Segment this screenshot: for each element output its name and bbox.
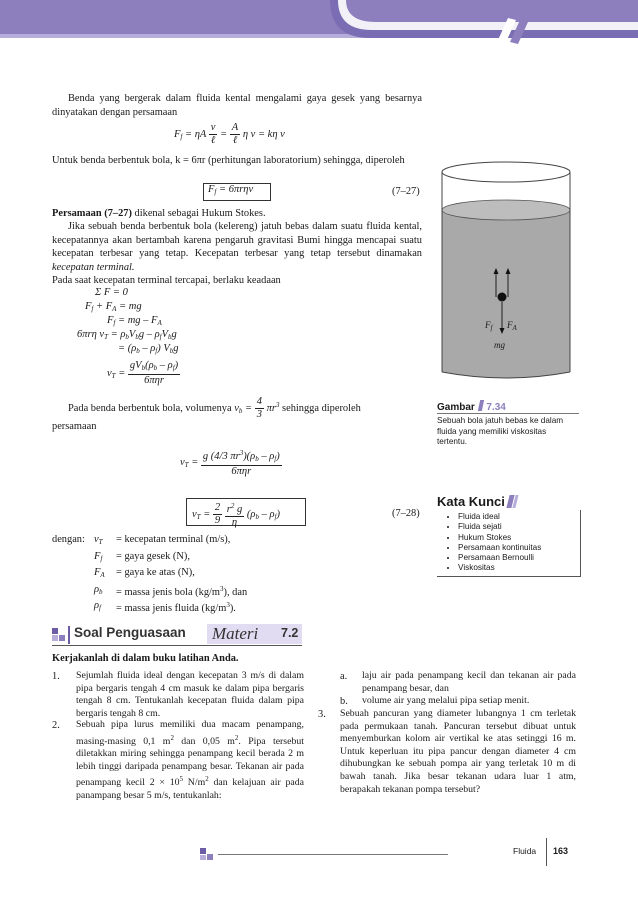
soal-header [52, 624, 302, 646]
kata-kunci-item: • Fluida sejati [458, 522, 541, 532]
variable-row [94, 550, 334, 567]
footer-divider [546, 838, 547, 866]
derivation-line-4: 6πrη $v_T = \rho_bV_bg - \rho_fV_bg$ [77, 329, 177, 341]
question-3-number: 3. [318, 709, 326, 720]
caption-title: Gambar [437, 402, 475, 413]
derivation-line-6: $v_T$ = $\frac{gV_b(\rho_b - \rho_f)}{\text{6πηr}}$ [107, 360, 179, 386]
terminal-velocity-paragraph [52, 220, 422, 274]
derivation-line-2: $F_f + F_A$ = mg [85, 301, 142, 313]
kata-kunci-item: • Hukum Stokes [458, 533, 541, 543]
variable-symbol: $F_A$ [94, 567, 105, 580]
question-2a-number: a. [340, 671, 348, 682]
kata-kunci-item: • Persamaan Bernoulli [458, 553, 541, 563]
cylinder-illustration [436, 152, 576, 382]
footer-decoration [200, 848, 450, 860]
caption-rule [437, 413, 579, 414]
label-weight: mg [494, 340, 505, 350]
terminal-velocity-equation-number: (7–28) [392, 508, 420, 519]
question-2a: laju air pada penampang kecil dan tekanan air pada penampang besar, dan [362, 670, 576, 694]
variable-list [94, 533, 334, 616]
soal-title-b: Materi [212, 624, 259, 643]
sphere-volume-symbol: $v_b$ = [234, 402, 253, 415]
soal-title-c: 7.2 [281, 626, 299, 640]
variable-symbol: $\rho_f$ [94, 600, 101, 613]
intro-paragraph-5: Pada saat kecepatan terminal tercapai, berlaku keadaan [52, 275, 281, 286]
variable-description: = massa jenis bola $(kg/m^3)$, dan [116, 584, 248, 598]
kata-kunci-item: • Fluida ideal [458, 512, 541, 522]
label-buoyant-force: $F_A$ [507, 320, 517, 332]
variable-symbol: $F_f$ [94, 550, 103, 563]
variable-symbol: $v_T$ [94, 534, 103, 546]
page-number: 163 [553, 846, 569, 856]
vt2-coef-den: 9 [214, 515, 221, 526]
variable-row [94, 599, 334, 616]
stokes-equation-number: (7–27) [392, 186, 420, 197]
sphere-frac-den: 3 [256, 409, 262, 420]
derivation-line-1: Σ F = 0 [95, 287, 128, 298]
ball [498, 293, 507, 302]
question-2b-number: b. [340, 696, 348, 707]
equation-reference: Persamaan (7–27) [52, 208, 132, 219]
kata-kunci-item: • Persamaan kontinuitas [458, 543, 541, 553]
kata-kunci-item: • Viskositas [458, 563, 541, 573]
variable-description: = massa jenis fluida $(kg/m^3)$. [116, 601, 236, 615]
variable-description: = gaya gesek (N), [116, 550, 190, 562]
question-1: Sejumlah fluida ideal dengan kecepatan 3 m/s di dalam pipa bergaris tengah 4 cm masuk ke dalam pipa bergaris tengah 8 cm. Tentukanlah kecepatan fluida dalam pipa bergaris tengah 8 cm. [76, 670, 304, 719]
sphere-text-a: Pada benda berbentuk bola, volumenya [68, 402, 232, 414]
figure-caption-text: Sebuah bola jatuh bebas ke dalam fluida yang memiliki viskositas tertentu. [437, 416, 564, 446]
intro-paragraph-1: Benda yang bergerak dalam fluida kental mengalami gaya gesek yang besarnya dinyatakan dengan persamaan [52, 93, 422, 118]
derivation-line-5: = $(\rho_b - \rho_f)$ $V_bg$ [118, 343, 179, 355]
stokes-equation: $F_f = 6\pi r\eta v$ [208, 184, 254, 196]
derivation-line-3: $F_f$ = mg – $F_A$ [107, 315, 162, 327]
variable-row [94, 583, 334, 600]
header-decoration [0, 0, 638, 56]
kata-kunci-title: Kata Kunci [437, 494, 517, 509]
soal-instruction: Kerjakanlah di dalam buku latihan Anda. [52, 653, 239, 664]
terminal-velocity-equation-1: $v_T$ = $\frac{g (4/3 \pi r^3)(\rho_b - \rho_f)}{\text{6πηr}}$ [180, 449, 280, 477]
question-3: Sebuah pancuran yang diameter lubangnya 1 cm terletak pada permukaan tanah. Pancuran tersebut dibuat untuk menyemburkan kolom air vertikal ke atas setinggi 16 m. Untuk keperluan itu pipa pancur dengan diameter 4 cm dihubungkan ke sebuah pompa air yang terletak 10 m di bawah tanah. Jika besar tekanan udara luar 1 atm, berapakah tekanan pompa tersebut? [340, 708, 576, 795]
question-2b: volume air yang melalui pipa setiap menit. [362, 695, 530, 706]
question-2-number: 2. [52, 720, 60, 731]
header-band [0, 0, 638, 40]
terminal-velocity-equation-2: $v_T$ = $\frac{2}{9}$ $\frac{r^2 g}{\eta}$ $(\rho_b - \rho_f)$ [192, 502, 280, 528]
question-1-number: 1. [52, 671, 60, 682]
sphere-text-b: sehingga diperoleh [282, 402, 361, 414]
footer-chapter: Fluida [513, 846, 537, 856]
stokes-law-sentence [52, 207, 422, 221]
figure-caption-title [437, 400, 506, 413]
sphere-volume-sentence [52, 396, 432, 421]
terminal-velocity-term: kecepatan terminal. [52, 261, 135, 273]
friction-equation: $F_f = \eta A$ $\frac{v}{\text{ℓ}}$ = $\frac{A}{\text{ℓ}}$ η v = kη v [174, 122, 285, 146]
vt2-coef-num: 2 [214, 502, 221, 513]
kata-kunci-list [446, 512, 541, 574]
question-2: Sebuah pipa lurus memiliki dua macam penampang, masing-masing 0,1 $m^2$ dan 0,05 $m^2$. Pipa tersebut diletakkan miring sehingga penampang kecil berada 2 m lebih tinggi daripada penampang besar. Tekanan air pada penampang kecil $2 \times 10^5$ $N/m^2$ dan kelajuan air pada panampang besar 5 m/s, tentukanlah: [76, 719, 304, 801]
variable-symbol: $\rho_b$ [94, 583, 103, 596]
sphere-frac-num: 4 [256, 396, 262, 407]
dengan-label: dengan: [52, 534, 85, 545]
variable-row [94, 533, 334, 550]
vt2-eta: η [231, 517, 238, 528]
variable-description: = kecepatan terminal (m/s), [116, 534, 231, 545]
soal-title-a: Soal Penguasaan [74, 625, 186, 640]
intro-paragraph-2: Untuk benda berbentuk bola, k = 6πr (perhitungan laboratorium) sehingga, diperoleh [52, 155, 405, 166]
label-friction-force: $F_f$ [485, 320, 493, 332]
variable-description: = gaya ke atas (N), [116, 567, 195, 579]
caption-number: 7.34 [486, 402, 506, 413]
falling-ball-figure [436, 152, 576, 382]
stokes-law-text: dikenal sebagai Hukum Stokes. [134, 208, 266, 219]
sphere-pi-r3: $\pi r^3$ [266, 400, 280, 414]
terminal-velocity-text: Jika sebuah benda berbentuk bola (kelereng) jatuh bebas dalam suatu fluida kental, kecepatannya akan bertambah karena pengaruh gravitasi Bumi hingga mencapai suatu kecepatan terbesar yang tetap. Kecepatan terbesar yang tetap tersebut dinamakan [52, 221, 422, 260]
sphere-text-c: persamaan [52, 421, 97, 432]
soal-header-rule [52, 645, 302, 646]
variable-row [94, 566, 334, 583]
